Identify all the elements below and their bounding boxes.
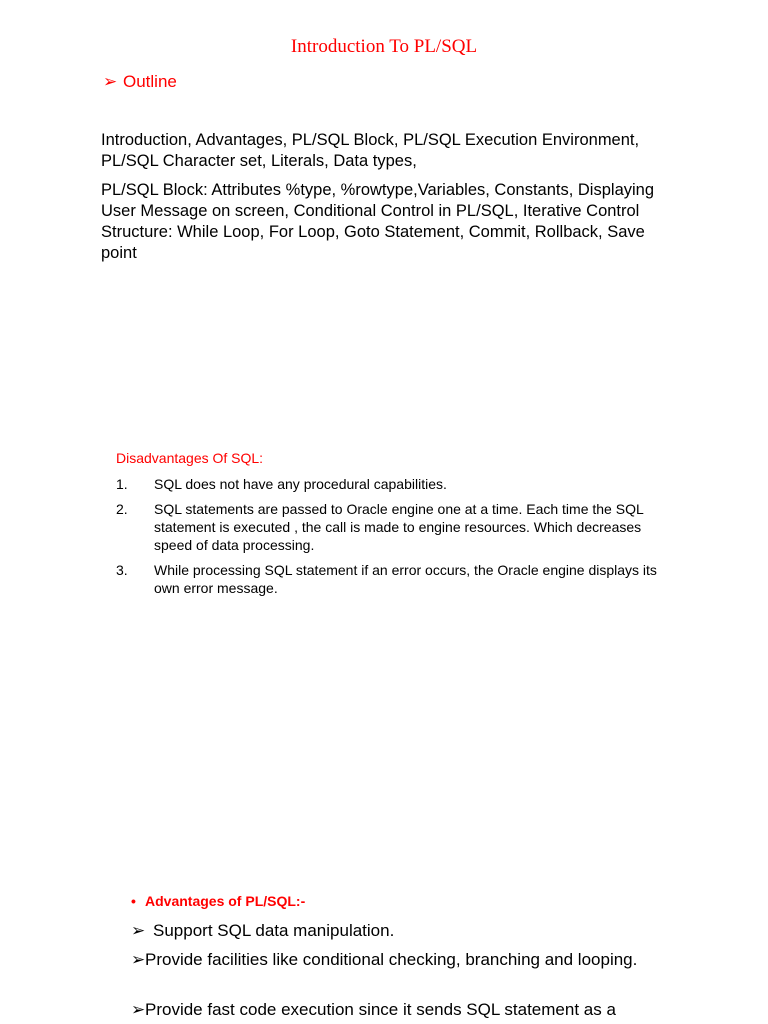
page-title: Introduction To PL/SQL xyxy=(290,36,478,57)
arrow-bullet-icon: ➢ xyxy=(131,921,146,940)
advantage-item xyxy=(131,949,651,970)
arrow-bullet-icon: ➢ xyxy=(131,1000,146,1019)
list-number: 3. xyxy=(116,562,128,578)
advantage-text: Provide facilities like conditional checking, branching and looping. xyxy=(145,950,638,969)
list-item xyxy=(116,475,676,493)
list-item xyxy=(116,500,676,554)
list-text: SQL does not have any procedural capabilities. xyxy=(154,476,447,492)
outline-paragraph-block: PL/SQL Block: Attributes %type, %rowtype,Variables, Constants, Displaying User Message on screen, Conditional Control in PL/SQL, Iterative Control Structure: While Loop, For Loop, Goto Statement, Commit, Rollback, Save point xyxy=(101,181,655,262)
arrow-bullet-icon: ➢ xyxy=(131,950,146,969)
advantages-heading xyxy=(131,893,305,909)
advantage-item xyxy=(131,999,651,1024)
advantage-text: Provide fast code execution since it sends SQL statement as a xyxy=(145,1000,616,1019)
list-number: 1. xyxy=(116,476,128,492)
advantage-item xyxy=(131,920,651,941)
outline-heading xyxy=(103,72,177,92)
list-number: 2. xyxy=(116,501,128,517)
disadvantages-heading: Disadvantages Of SQL: xyxy=(116,450,264,466)
outline-paragraph-topics: Introduction, Advantages, PL/SQL Block, PL/SQL Execution Environment, PL/SQL Character set, Literals, Data types, xyxy=(101,131,640,170)
arrow-bullet-icon: ➢ xyxy=(103,72,118,91)
list-text: While processing SQL statement if an error occurs, the Oracle engine displays its own error message. xyxy=(154,562,657,596)
advantages-heading-label: Advantages of PL/SQL:- xyxy=(145,893,306,909)
bullet-icon: • xyxy=(131,893,136,909)
list-text: SQL statements are passed to Oracle engine one at a time. Each time the SQL statement is executed , the call is made to engine resources. Which decreases speed of data processing. xyxy=(154,501,644,553)
outline-label: Outline xyxy=(123,72,177,91)
advantage-text: Support SQL data manipulation. xyxy=(153,921,395,940)
list-item xyxy=(116,561,676,597)
